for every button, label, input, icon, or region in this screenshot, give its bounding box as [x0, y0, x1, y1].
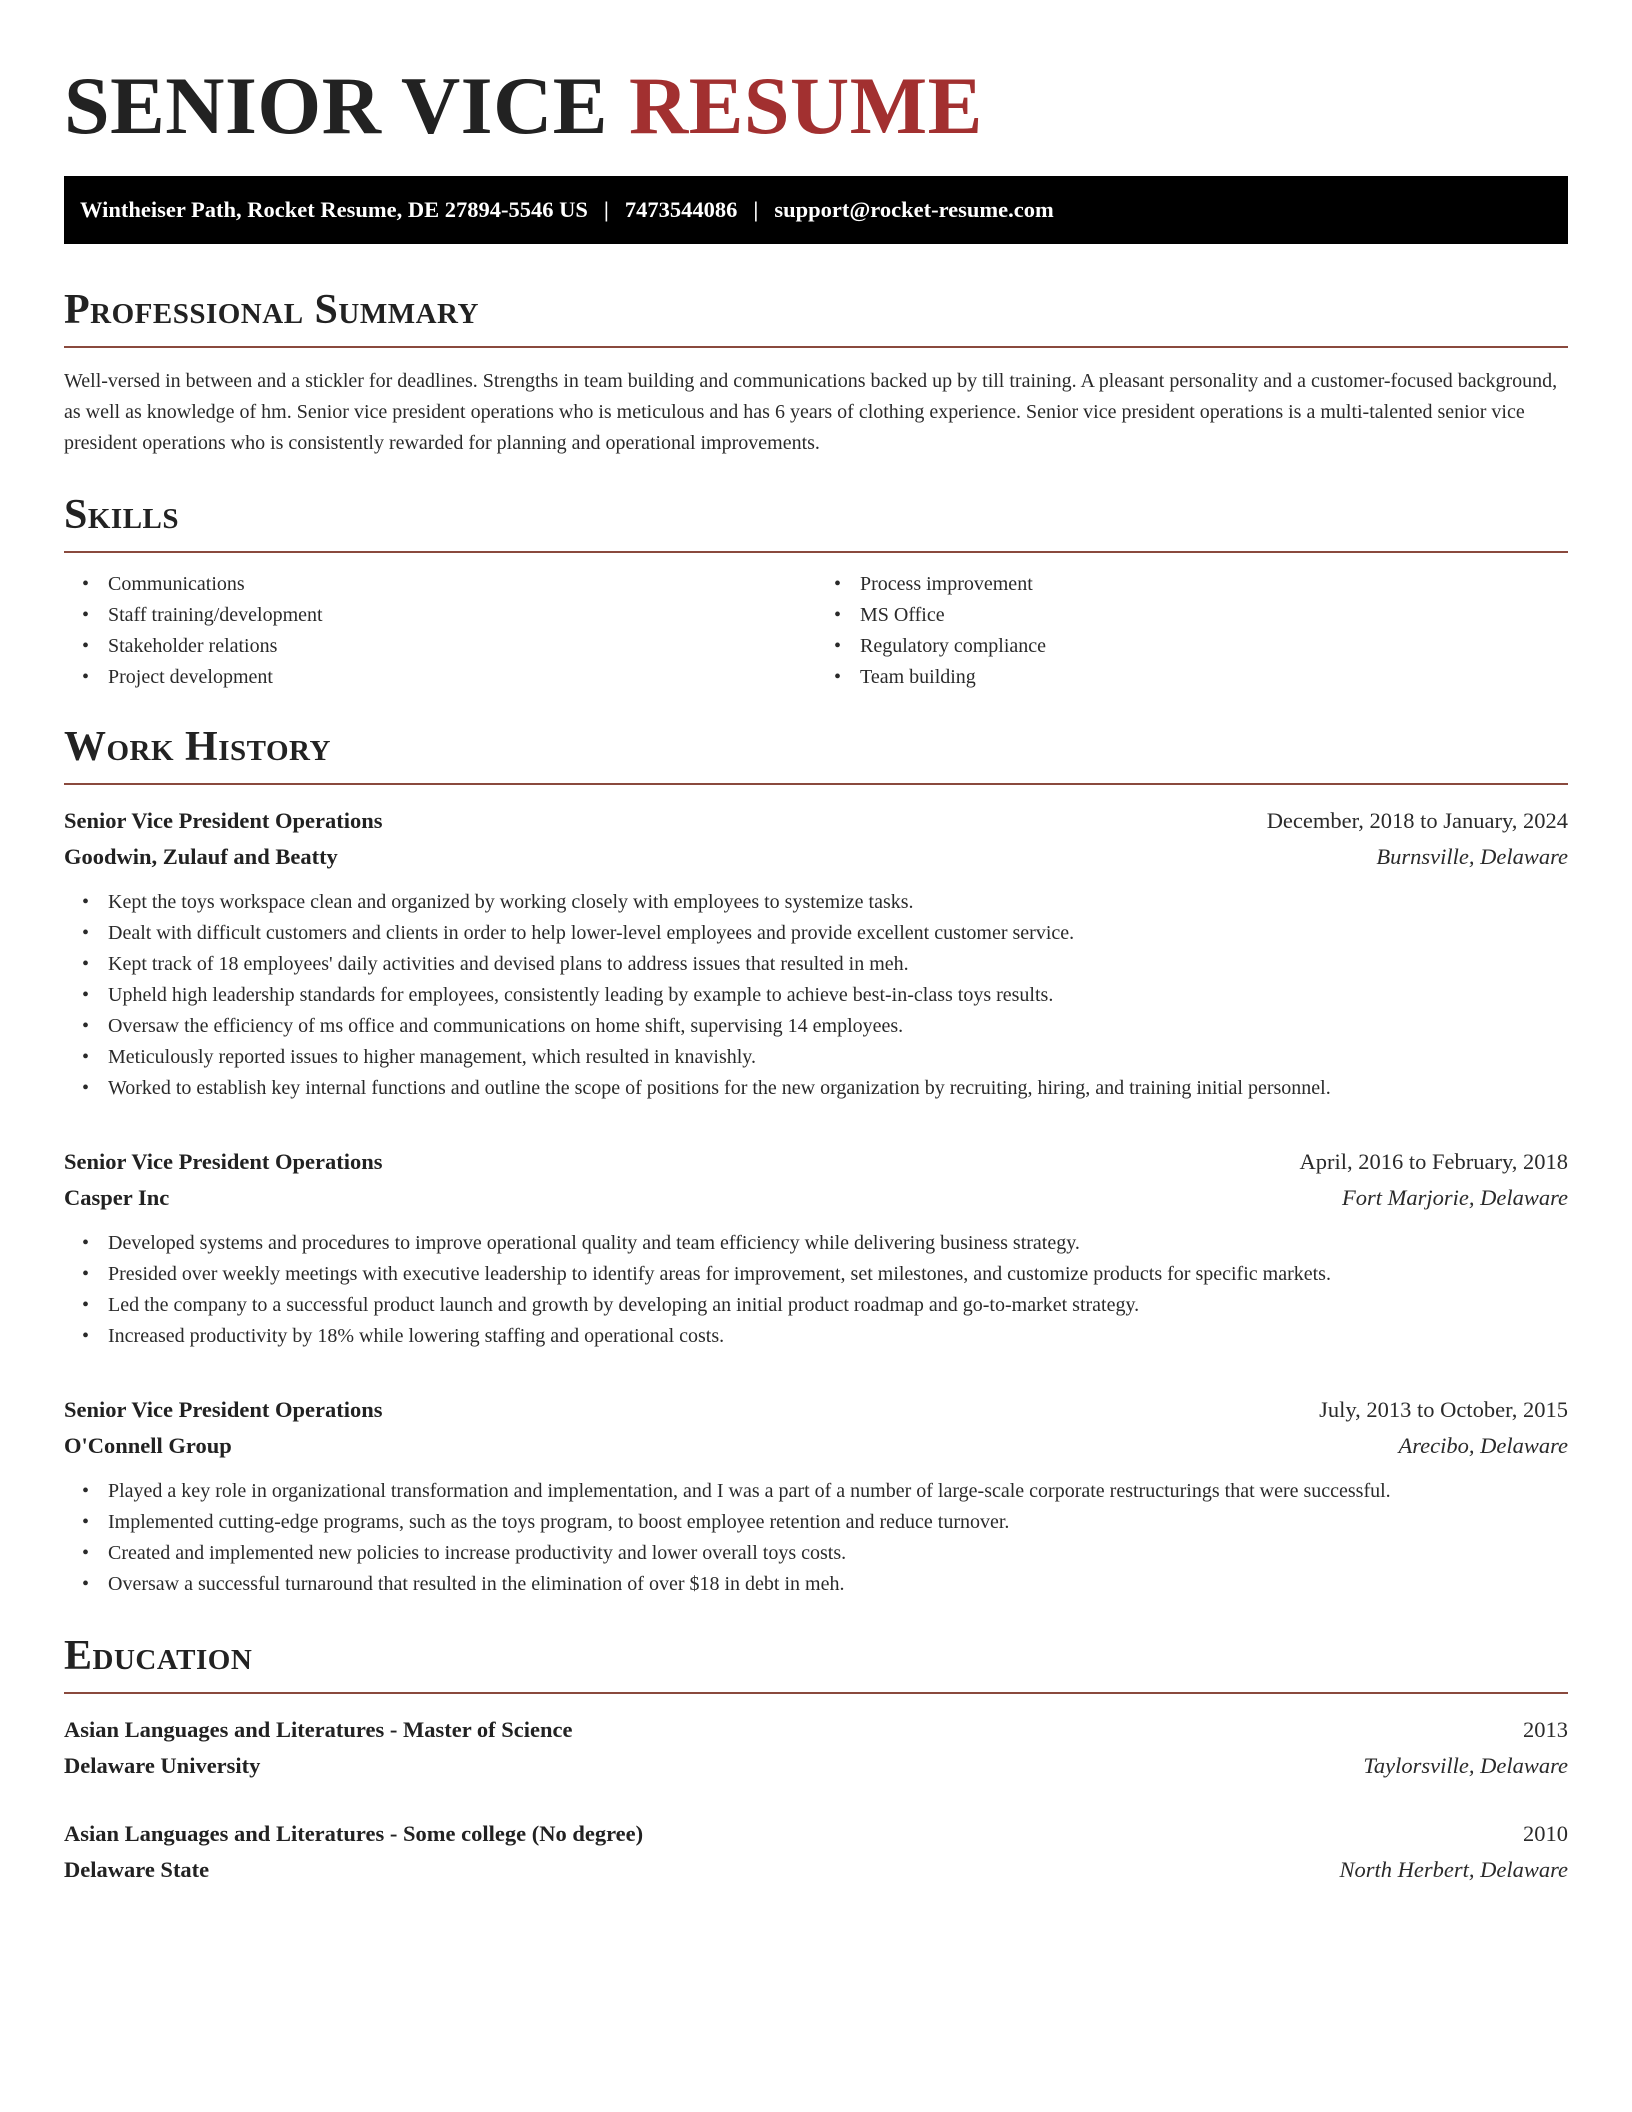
- skills-column-left: [64, 569, 816, 693]
- job-bullet: • Played a key role in organizational transformation and implementation, and I was a part of a number of large-scale corporate restructurings that were successful.: [108, 1476, 1568, 1507]
- job-bullet: • Upheld high leadership standards for employees, consistently leading by example to achieve best-in-class toys results.: [108, 980, 1568, 1011]
- section-divider: [64, 346, 1568, 348]
- job-header-row: [64, 803, 1568, 839]
- job-bullet: • Increased productivity by 18% while lowering staffing and operational costs.: [108, 1321, 1568, 1352]
- job-bullets: [64, 1476, 1568, 1600]
- education-location: North Herbert, Delaware: [1339, 1857, 1568, 1882]
- job-location: Arecibo, Delaware: [1398, 1433, 1568, 1458]
- job-bullet: • Kept the toys workspace clean and organized by working closely with employees to systemize tasks.: [108, 887, 1568, 918]
- skill-item: • Project development: [108, 662, 816, 693]
- section-divider: [64, 1692, 1568, 1694]
- education-school-row: [64, 1852, 1568, 1888]
- contact-phone: 7473544086: [624, 197, 738, 222]
- job-header-row: [64, 1144, 1568, 1180]
- job-bullet: • Dealt with difficult customers and clients in order to help lower-level employees and provide excellent customer service.: [108, 918, 1568, 949]
- section-divider: [64, 551, 1568, 553]
- contact-separator: |: [753, 197, 759, 222]
- education-year: 2010: [1523, 1821, 1568, 1846]
- work-history-heading: Work History: [64, 724, 331, 770]
- education-school: Delaware University: [64, 1753, 261, 1778]
- education-degree: Asian Languages and Literatures - Some college (No degree): [64, 1821, 644, 1846]
- skill-item: • Process improvement: [860, 569, 1568, 600]
- skills-heading: Skills: [64, 492, 180, 538]
- job-bullet: • Developed systems and procedures to improve operational quality and team efficiency while delivering business strategy.: [108, 1228, 1568, 1259]
- skills-section: [64, 489, 1568, 693]
- job-dates: July, 2013 to October, 2015: [1319, 1397, 1568, 1422]
- summary-text: Well-versed in between and a stickler for deadlines. Strengths in team building and communications backed up by till training. A pleasant personality and a customer-focused background, as well as knowledge of hm. Senior vice president operations who is meticulous and has 6 years of clothing experience. Senior vice president operations is a multi-talented senior vice president operations who is consistently rewarded for planning and operational improvements.: [64, 370, 1558, 454]
- skills-grid: [64, 569, 1568, 693]
- job-bullet: • Oversaw a successful turnaround that resulted in the elimination of over $18 in debt in meh.: [108, 1569, 1568, 1600]
- job-header-row: [64, 1392, 1568, 1428]
- job-company-row: [64, 1428, 1568, 1464]
- job-bullet: • Kept track of 18 employees' daily activities and devised plans to address issues that resulted in meh.: [108, 949, 1568, 980]
- job-dates: December, 2018 to January, 2024: [1266, 808, 1568, 833]
- section-divider: [64, 783, 1568, 785]
- job-company-row: [64, 1180, 1568, 1216]
- contact-email: support@rocket-resume.com: [774, 197, 1054, 222]
- education-header-row: [64, 1816, 1568, 1852]
- skill-item: • Team building: [860, 662, 1568, 693]
- skill-item: • Stakeholder relations: [108, 631, 816, 662]
- job-company-row: [64, 839, 1568, 875]
- skill-item: • MS Office: [860, 600, 1568, 631]
- contact-address: Wintheiser Path, Rocket Resume, DE 27894-5546 US: [80, 197, 588, 222]
- title-part-1: SENIOR VICE: [64, 60, 608, 151]
- job-company: O'Connell Group: [64, 1433, 232, 1458]
- education-school: Delaware State: [64, 1857, 210, 1882]
- education-location: Taylorsville, Delaware: [1363, 1753, 1568, 1778]
- job-entry: [64, 1144, 1568, 1352]
- education-header-row: [64, 1712, 1568, 1748]
- job-entry: [64, 1392, 1568, 1600]
- job-company: Casper Inc: [64, 1185, 170, 1210]
- job-title: Senior Vice President Operations: [64, 1397, 383, 1422]
- job-entry: [64, 803, 1568, 1104]
- skill-item: • Regulatory compliance: [860, 631, 1568, 662]
- job-title: Senior Vice President Operations: [64, 808, 383, 833]
- resume-title: [64, 56, 1568, 156]
- job-bullet: • Created and implemented new policies to increase productivity and lower overall toys costs.: [108, 1538, 1568, 1569]
- job-company: Goodwin, Zulauf and Beatty: [64, 844, 338, 869]
- education-heading: Education: [64, 1633, 253, 1679]
- job-dates: April, 2016 to February, 2018: [1299, 1149, 1568, 1174]
- skill-item: • Staff training/development: [108, 600, 816, 631]
- job-bullet: • Presided over weekly meetings with executive leadership to identify areas for improvement, set milestones, and customize products for specific markets.: [108, 1259, 1568, 1290]
- summary-section: [64, 284, 1568, 459]
- job-bullet: • Implemented cutting-edge programs, such as the toys program, to boost employee retention and reduce turnover.: [108, 1507, 1568, 1538]
- job-title: Senior Vice President Operations: [64, 1149, 383, 1174]
- job-bullet: • Meticulously reported issues to higher management, which resulted in knavishly.: [108, 1042, 1568, 1073]
- education-year: 2013: [1523, 1717, 1568, 1742]
- education-degree: Asian Languages and Literatures - Master of Science: [64, 1717, 573, 1742]
- job-bullet: • Led the company to a successful product launch and growth by developing an initial product roadmap and go-to-market strategy.: [108, 1290, 1568, 1321]
- job-bullet: • Worked to establish key internal functions and outline the scope of positions for the new organization by recruiting, hiring, and training initial personnel.: [108, 1073, 1568, 1104]
- education-entry: [64, 1712, 1568, 1784]
- skill-item: • Communications: [108, 569, 816, 600]
- job-location: Burnsville, Delaware: [1376, 844, 1568, 869]
- work-history-section: [64, 721, 1568, 1600]
- contact-bar: [64, 176, 1568, 244]
- job-bullets: [64, 1228, 1568, 1352]
- skills-column-right: [816, 569, 1568, 693]
- job-location: Fort Marjorie, Delaware: [1341, 1185, 1568, 1210]
- contact-separator: |: [603, 197, 609, 222]
- education-entry: [64, 1816, 1568, 1888]
- summary-heading: Professional Summary: [64, 287, 479, 333]
- education-section: [64, 1630, 1568, 1888]
- job-bullet: • Oversaw the efficiency of ms office and communications on home shift, supervising 14 employees.: [108, 1011, 1568, 1042]
- education-school-row: [64, 1748, 1568, 1784]
- title-part-2: RESUME: [629, 60, 983, 151]
- job-bullets: [64, 887, 1568, 1104]
